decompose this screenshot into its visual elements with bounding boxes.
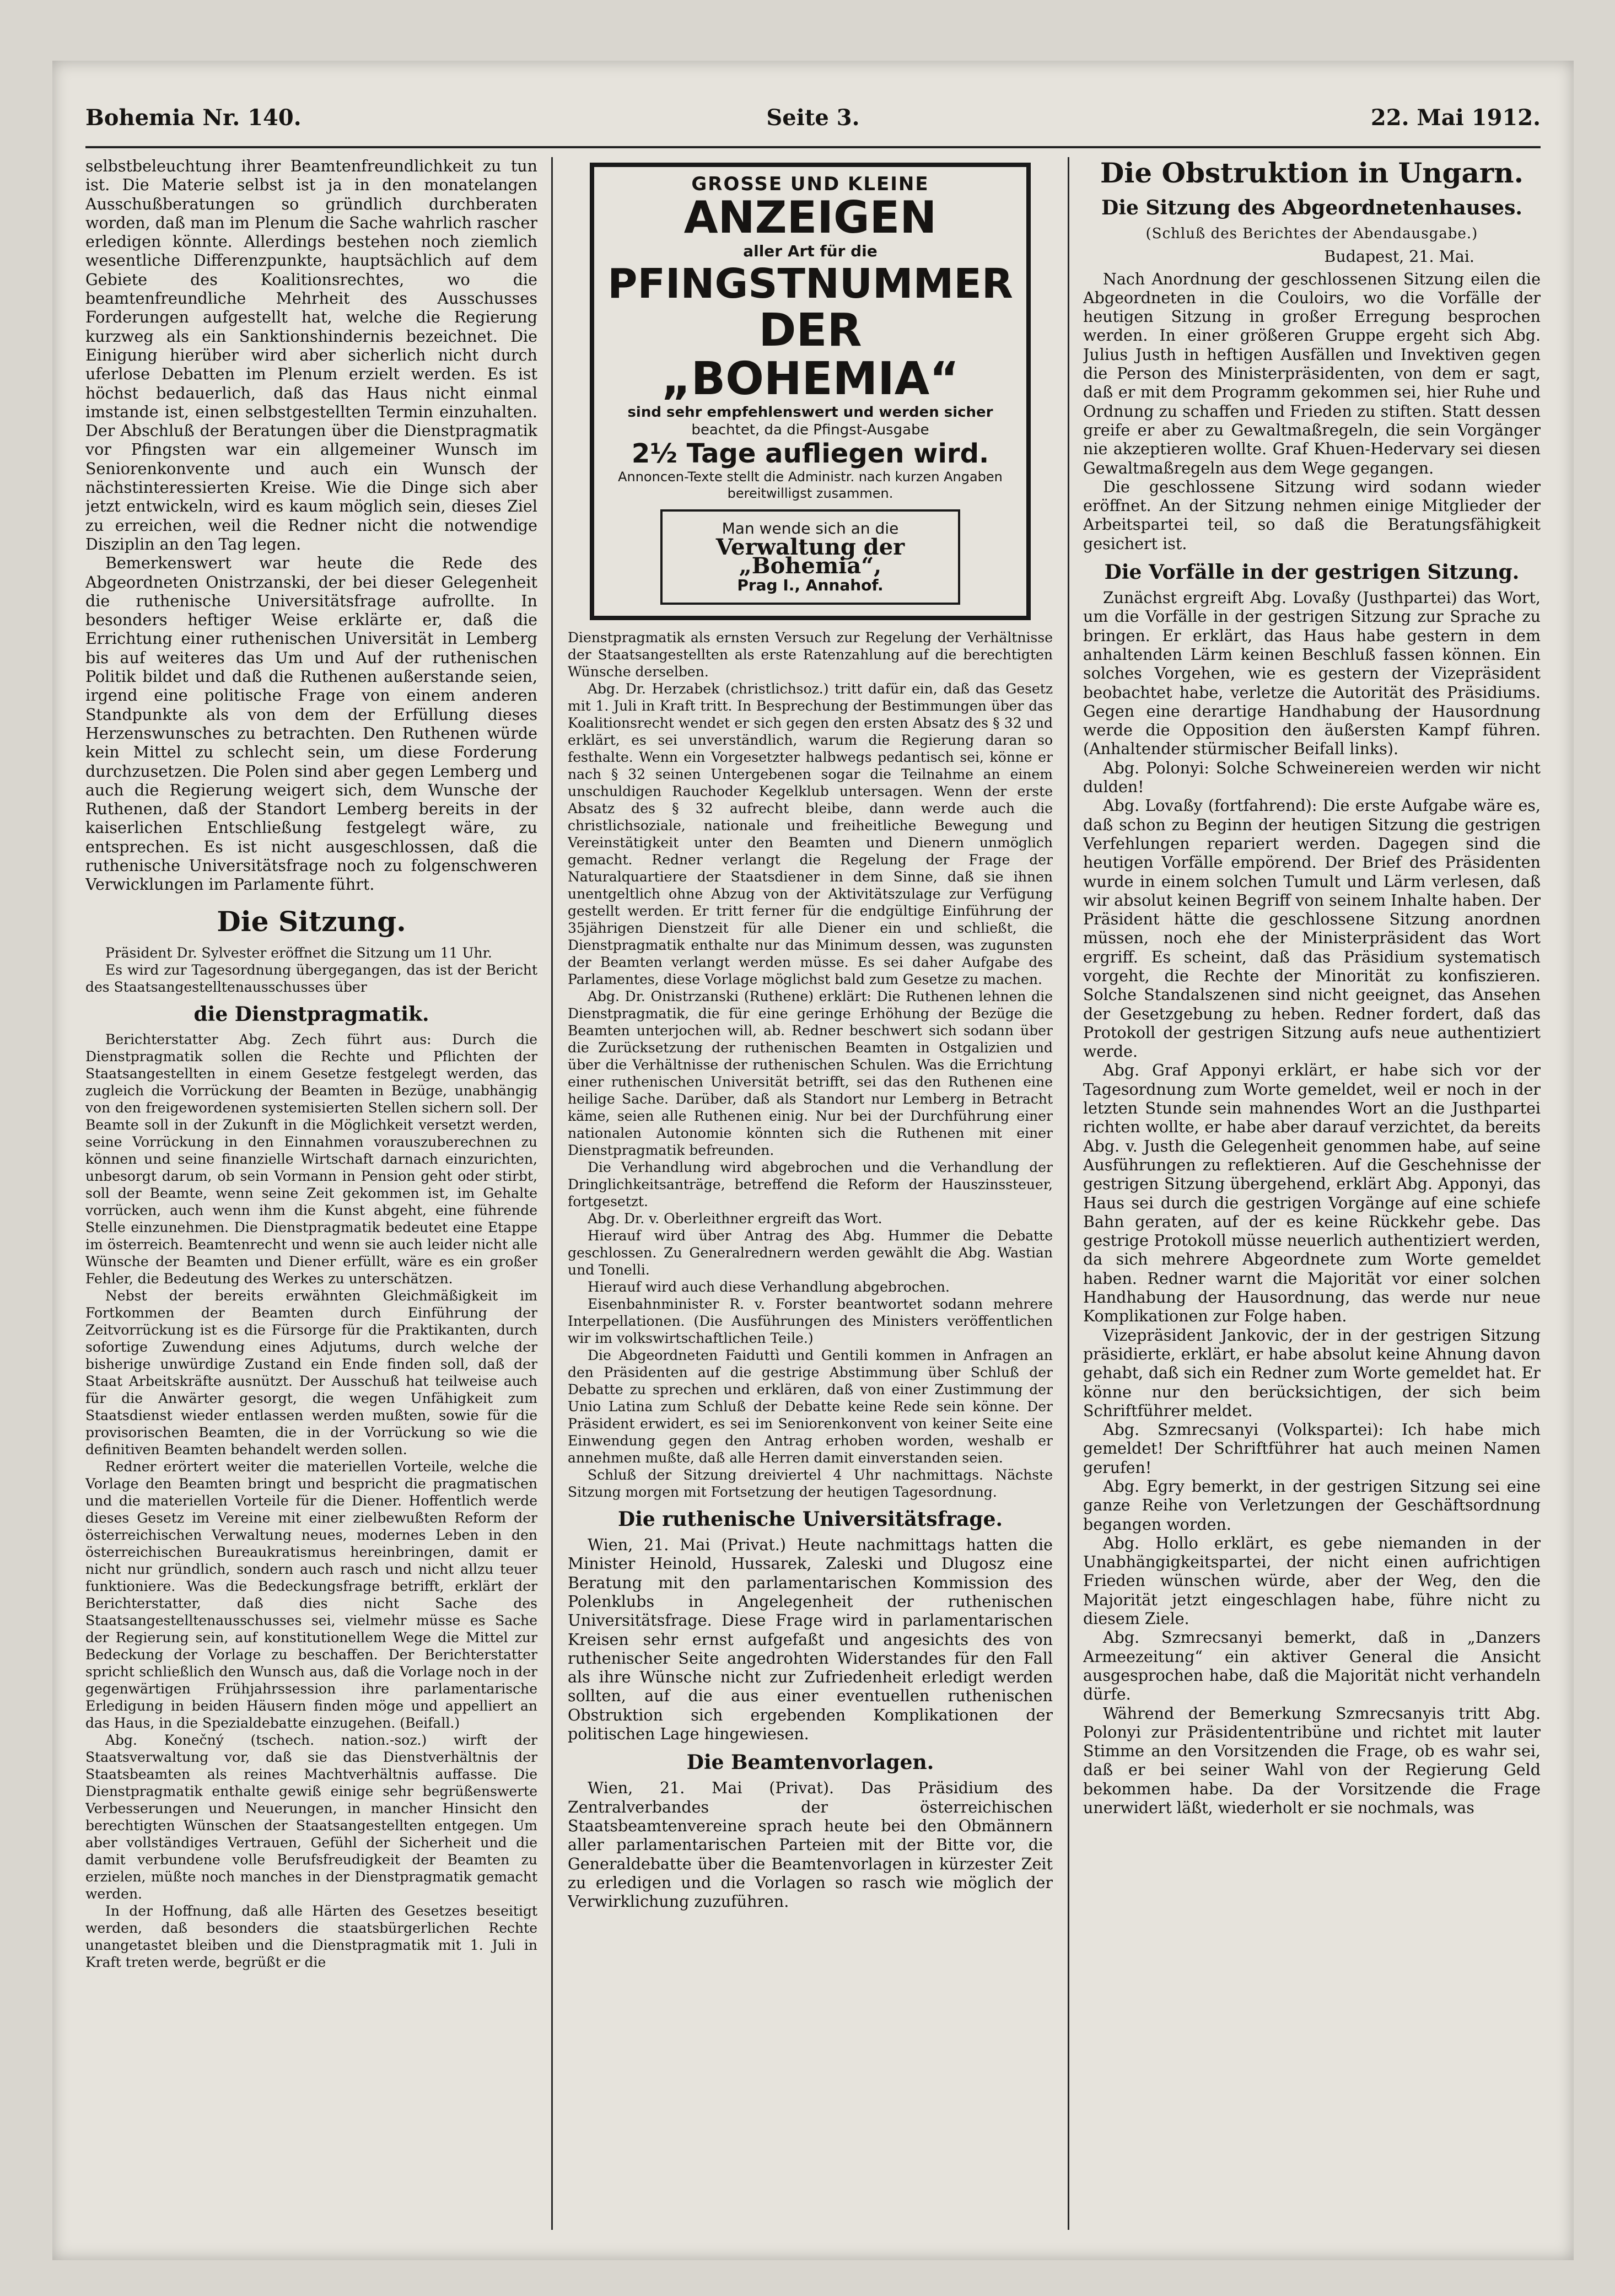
paragraph: Abg. Dr. Herzabek (christlichsoz.) tritt dafür ein, daß das Gesetz mit 1. Juli in Kraft tritt. In Besprechung der Bestimmungen über das Koalitionsrecht wendet er sich gegen den ersten Absatz des § 32 und erklärt, es sei unverständlich, warum die Regierung daran so festhalte. Wenn ein Vorgesetzter halbwegs pedantisch sei, könne er nach § 32 seinen Untergebenen sogar die Teilnahme an einem unschuldigen Rauchoder Kegelklub untersagen. Wenn der erste Absatz des § 32 aufrecht bleibe, dann werde auch die christlichsoziale, nationale und freiheitliche Bewegung und Vereinstätigkeit unter den Beamten und Dienern unmöglich gemacht. Redner verlangt die Regelung der Frage der Naturalquartiere der Staatsdiener in dem Sinne, daß sie ihnen unentgeltlich ohne Abzug von der Aktivitätszulage zur Verfügung gestellt werden. Er tritt ferner für die endgültige Einführung der 35jährigen Dienstzeit für alle Diener ein und schließt, die Dienstpragmatik enthalte nur das Minimum dessen, was zugunsten der Beamten verlangt werden müsse. Es sei daher Aufgabe des Parlamentes, diese Vorlage möglichst bald zum Gesetze zu machen. [568, 681, 1053, 988]
dateline: Budapest, 21. Mai. [1324, 248, 1474, 266]
paragraph: Abg. Lovaßy (fortfahrend): Die erste Aufgabe wäre es, daß schon zu Beginn der heutigen Sitzung die gestrigen Verfehlungen repariert werden. Dagegen sind die heutigen Vorfälle empörend. Der Brief des Präsidenten wurde in einem solchen Tumult und Lärm verlesen, daß wir absolut keinen Begriff von seinem Inhalte haben. Der Präsident hätte die geschlossene Sitzung anordnen müssen, noch ehe der Ministerpräsident das Wort ergriff. Es scheint, daß das Präsidium systematisch vorgeht, die Rechte der Minorität zu konfiszieren. Solche Standalszenen sind nicht geeignet, das Ansehen der Gesetzgebung zu heben. Redner fordert, daß das Protokoll der gestrigen Sitzung aufs neue authentiziert werde. [1083, 797, 1541, 1061]
ad-line: aller Art für die [743, 242, 878, 261]
ad-line: ANZEIGEN [683, 192, 937, 244]
paragraph: Präsident Dr. Sylvester eröffnet die Sitzung um 11 Uhr. [105, 944, 492, 961]
advertisement [590, 163, 1031, 620]
paragraph: Abg. Dr. Onistrzanski (Ruthene) erklärt: Die Ruthenen lehnen die Dienstpragmatik, die für eine geringe Erhöhung der Bezüge die Beamten unterjochen will, ab. Redner beschwert sich sodann über die Zurücksetzung der ruthenischen Beamten in Ostgalizien und über die Verhältnisse der ruthenischen Schulen. Was die Errichtung einer ruthenischen Universität betrifft, sei das den Ruthenen eine heilige Sache. Darüber, daß als Standort nur Lemberg in Betracht käme, seien alle Ruthenen einig. Nur bei der Durchführung einer nationalen Autonomie könnten sich die Ruthenen mit einer Dienstpragmatik befreunden. [568, 988, 1053, 1159]
ad-line: GROSSE UND KLEINE [691, 173, 929, 195]
paragraph: Die Abgeordneten Faiduttì und Gentili kommen in Anfragen an den Präsidenten auf die gestrige Abstimmung über Schluß der Debatte zu sprechen und erklären, daß von einer Zustimmung der Unio Latina zum Schluß der Debatte keine Rede sein könne. Der Präsident erwidert, es sei im Seniorenkonvent von keiner Seite eine Einwendung gegen den Antrag erhoben worden, weshalb er annehmen mußte, daß alle Herren damit einverstanden seien. [568, 1347, 1053, 1466]
ad-line: PFINGSTNUMMER [607, 260, 1013, 308]
newspaper-page [52, 61, 1574, 2260]
ad-line: Annoncen-Texte stellt die Administr. nach kurzen Angaben bereitwilligst zusammen. [618, 469, 1003, 501]
paragraph: Schluß der Sitzung dreiviertel 4 Uhr nachmittags. Nächste Sitzung morgen mit Fortsetzung der heutigen Tagesordnung. [568, 1467, 1053, 1501]
column-2 [568, 157, 1053, 2230]
heading-dienstpragmatik: die Dienstpragmatik. [193, 1002, 429, 1026]
ad-line: DER „BOHEMIA“ [661, 304, 960, 405]
paragraph: Nach Anordnung der geschlossenen Sitzung eilen die Abgeordneten in die Couloirs, wo die Vorfälle der heutigen Sitzung in großer Erregung besprochen werden. In einer größeren Gruppe ergeht sich Abg. Julius Justh in heftigen Ausfällen und Invektiven gegen die Person des Ministerpräsidenten, von dem er sagt, daß er mit dem Programm gekommen sei, hier Ruhe und Ordnung zu schaffen und Frieden zu stiften. Statt dessen greife er aber zu Gewaltmaßregeln, die sein Vorgänger nie akzeptieren wollte. Graf Khuen-Hedervary sei diesen Gewaltmaßregeln aus dem Wege gegangen. [1083, 270, 1541, 477]
header-rule [85, 146, 1541, 148]
heading-sitzung-abgeordnetenhaus: Die Sitzung des Abgeordnetenhauses. [1101, 196, 1522, 219]
paragraph: Abg. Polonyi: Solche Schweinereien werden wir nicht dulden! [1083, 759, 1541, 797]
ad-contact-box [660, 509, 960, 605]
ad-line: sind sehr empfehlenswert und werden sicher [627, 404, 993, 421]
paragraph: Dienstpragmatik als ernsten Versuch zur Regelung der Verhältnisse der Staatsangestellten als erste Ratenzahlung auf die berechtigten Wünsche derselben. [568, 630, 1053, 680]
paragraph: Abg. Egry bemerkt, in der gestrigen Sitzung sei eine ganze Reihe von Verletzungen der Geschäftsordnung begangen worden. [1083, 1477, 1541, 1534]
column-1 [85, 157, 537, 2230]
paragraph: Bemerkenswert war heute die Rede des Abgeordneten Onistrzanski, der bei dieser Gelegenheit die ruthenische Universitätsfrage aufrollte. In besonders heftiger Weise erklärte er, daß die Errichtung einer ruthenischen Universität in Lemberg bis auf weiteres das Um und Auf der ruthenischen Politik bildet und daß die Ruthenen außerstande seien, irgend eine politische Frage von einem anderen Standpunkte als von dem der Erfüllung dieses Herzenswunsches zu betrachten. Den Ruthenen würde kein Mittel zu schlecht sein, um diese Forderung durchzusetzen. Die Polen sind aber gegen Lemberg und auch die Regierung weigert sich, dem Wunsche der Ruthenen, daß der Standort Lemberg bereits in der kaiserlichen Entschließung festgelegt wäre, zu entsprechen. Es ist nicht ausgeschlossen, daß die ruthenische Universitätsfrage noch zu folgenschweren Verwicklungen im Parlamente führt. [85, 554, 537, 894]
column-rule-1 [551, 157, 553, 2230]
paragraph: Nebst der bereits erwähnten Gleichmäßigkeit im Fortkommen der Beamten durch Einführung der Zeitvorrückung ist es die Fürsorge für die Praktikanten, durch sofortige Zuwendung eines Adjutums, durch welche der bisherige unwürdige Zustand ein Ende finden soll, daß der Staat Arbeitskräfte ausnützt. Der Ausschuß hat teilweise auch für die Anwärter gesorgt, die wegen Unfähigkeit zum Staatsdienst wieder entlassen werden mußten, sowie für die provisorischen Beamten, die in der Vorrückung so wie die definitiven Beamten behandelt werden sollen. [85, 1287, 537, 1458]
paragraph: Abg. Hollo erklärt, es gebe niemanden in der Unabhängigkeitspartei, der nicht einen aufrichtigen Frieden wünschen würde, aber der Weg, den die Majorität jetzt eingeschlagen habe, führe nicht zu diesem Ziele. [1083, 1534, 1541, 1628]
heading-beamtenvorlagen: Die Beamtenvorlagen. [686, 1751, 934, 1775]
column-rule-2 [1068, 157, 1069, 2230]
paragraph: Redner erörtert weiter die materiellen Vorteile, welche die Vorlage den Beamten bringt und bespricht die pragmatischen und die materiellen Vorteile für die Diener. Hoffentlich werde dieses Gesetz im Vereine mit einer zielbewußten Reform der österreichischen Verwaltung neues, modernes Leben in den österreichischen Bureaukratismus hereinbringen, damit er nicht nur gründlich, sondern auch rasch und nicht allzu teuer funktioniere. Was die Bedeckungsfrage betrifft, erklärt der Berichterstatter, daß dies nicht Sache des Staatsangestelltenausschusses sei, vielmehr müsse es Sache der Regierung sein, auf konstitutionellem Wege die Mittel zur Bedeckung der Vorlage zu beschaffen. Der Berichterstatter spricht schließlich den Wunsch aus, daß die Vorlage noch in der gegenwärtigen Frühjahrssession ihre parlamentarische Erledigung in beiden Häusern finden möge und appelliert an das Haus, in die Spezialdebatte einzugehen. (Beifall.) [85, 1458, 537, 1731]
header-date: 22. Mai 1912. [1370, 105, 1541, 131]
ad-line: Prag I., Annahof. [737, 576, 884, 594]
paragraph: Abg. Szmrecsanyi (Volkspartei): Ich habe mich gemeldet! Der Schriftführer hat auch meinen Namen gerufen! [1083, 1421, 1541, 1477]
paragraph: selbstbeleuchtung ihrer Beamtenfreundlichkeit zu tun ist. Die Materie selbst ist ja in den monatelangen Ausschußberatungen so gründlich durchberaten worden, daß man im Plenum die Sache wahrlich rascher erledigen könnte. Allerdings bestehen noch ziemlich wesentliche Differenzpunkte, hauptsächlich auf dem Gebiete des Koalitionsrechtes, wo die beamtenfreundliche Mehrheit des Ausschusses Forderungen aufgestellt hat, welche die Regierung kurzweg als ein Sanktionshindernis bezeichnet. Die Einigung hierüber wird aber sicherlich nicht durch uferlose Debatten im Plenum erzielt werden. Es ist höchst bedauerlich, daß das Haus nicht einmal imstande ist, einen selbstgestellten Termin einzuhalten. Der Abschluß der Beratungen über die Dienstpragmatik vor Pfingsten war ein allgemeiner Wunsch im Seniorenkonvente und auch ein Wunsch der nächstinteressierten Kreise. Wie die Dinge sich aber jetzt entwickeln, wird es kaum möglich sein, dieses Ziel zu erreichen, weil die Redner nicht die notwendige Disziplin an den Tag legen. [85, 157, 537, 553]
paragraph: Während der Bemerkung Szmrecsanyis tritt Abg. Polonyi zur Präsidententribüne und richtet mit lauter Stimme an den Vorsitzenden die Frage, ob es wahr sei, daß er bei seiner Wahl von der Regierung Geld bekommen habe. Da der Vorsitzende die Frage unerwidert läßt, wiederholt er sie nochmals, was [1083, 1704, 1541, 1818]
paragraph: Es wird zur Tagesordnung übergegangen, das ist der Bericht des Staatsangestelltenausschusses über [85, 961, 537, 995]
paragraph: Vizepräsident Jankovic, der in der gestrigen Sitzung präsidierte, erklärt, er habe absolut keine Ahnung davon gehabt, daß sich ein Redner zum Worte gemeldet hat. Er könne nur den berücksichtigen, der sich beim Schriftführer meldet. [1083, 1326, 1541, 1420]
ad-line: 2½ Tage aufliegen wird. [631, 438, 989, 469]
ad-line: beachtet, da die Pfingst-Ausgabe [691, 421, 929, 438]
paragraph: Abg. Dr. v. Oberleithner ergreift das Wort. [588, 1211, 882, 1227]
heading-obstruktion: Die Obstruktion in Ungarn. [1100, 157, 1524, 189]
paragraph: Die Verhandlung wird abgebrochen und die Verhandlung der Dringlichkeitsanträge, betreffend die Reform der Hauszinssteuer, fortgesetzt. [568, 1159, 1053, 1210]
paragraph: Zunächst ergreift Abg. Lovaßy (Justhpartei) das Wort, um die Vorfälle in der gestrigen Sitzung zur Sprache zu bringen. Er erklärt, das Haus habe gestern in dem anhaltenden Lärm keinen Beschluß fassen können. Ein solches Vorgehen, wie es gestern der Vizepräsident beobachtet habe, verletze die Autorität des Präsidiums. Gegen eine derartige Handhabung der Hausordnung werde die Opposition den äußersten Kampf führen. (Anhaltender stürmischer Beifall links). [1083, 589, 1541, 759]
ad-line: Man wende sich an die [722, 519, 899, 537]
paragraph: Wien, 21. Mai (Privat.) Heute nachmittags hatten die Minister Heinold, Hussarek, Zaleski und Dlugosz eine Beratung mit den parlamentarischen Kommission des Polenklubs in Angelegenheit der ruthenischen Universitätsfrage. Diese Frage wird in parlamentarischen Kreisen sehr ernst aufgefaßt und angesichts des von ruthenischer Seite angedrohten Widerstandes für den Fall als ihre Wünsche nicht zur Zufriedenheit erledigt werden sollten, auf die aus einer eventuellen ruthenischen Obstruktion sich ergebenden Komplikationen der politischen Lage hingewiesen. [568, 1536, 1053, 1744]
paragraph: In der Hoffnung, daß alle Härten des Gesetzes beseitigt werden, daß besonders die staatsbürgerlichen Rechte unangetastet bleiben und die Dienstpragmatik mit 1. Juli in Kraft treten werde, begrüßt er die [85, 1902, 537, 1970]
paragraph: Abg. Szmrecsanyi bemerkt, daß in „Danzers Armeezeitung“ ein aktiver General die Ansicht ausgesprochen habe, daß die Majorität nicht verhandeln dürfe. [1083, 1628, 1541, 1704]
paragraph: Abg. Graf Apponyi erklärt, er habe sich vor der Tagesordnung zum Worte gemeldet, weil er noch in der letzten Stunde sein mahnendes Wort an die Justhpartei richten wollte, er habe aber darauf verzichtet, da bereits Abg. v. Justh die Gelegenheit genommen habe, auf seine Ausführungen zu reflektieren. Auf die Geschehnisse der gestrigen Sitzung übergehend, erklärt Abg. Apponyi, das Haus sei durch die gestrigen Vorgänge auf eine schiefe Bahn geraten, auf der es keine Rückkehr gebe. Das gestrige Protokoll müsse neuerlich authentiziert werden, da sich mehrere Abgeordnete zum Worte gemeldet haben. Redner warnt die Majorität vor einer solchen Handhabung der Hausordnung, das werde nur neue Komplikationen zur Folge haben. [1083, 1061, 1541, 1326]
paragraph: Abg. Konečný (tschech. nation.-soz.) wirft der Staatsverwaltung vor, daß sie das Dienstverhältnis der Staatsbeamten als reines Machtverhältnis auffasse. Die Dienstpragmatik enthalte gewiß einige sehr begrüßenswerte Verbesserungen und Neuerungen, in mancher Hinsicht den berechtigten Wünschen der Staatsangestellten entgegen. Um aber vollständiges Vertrauen, Gefühl der Sicherheit und die damit verbundene volle Berufsfreudigkeit der Beamten zu erzielen, müßte noch manches in der Dienstpragmatik gemacht werden. [85, 1732, 537, 1902]
header-issue: Bohemia Nr. 140. [85, 105, 302, 131]
header-page-number: Seite 3. [766, 105, 860, 131]
paragraph: Hierauf wird auch diese Verhandlung abgebrochen. [588, 1279, 950, 1295]
page-header [85, 105, 1541, 143]
heading-universitaetsfrage: Die ruthenische Universitätsfrage. [617, 1508, 1003, 1531]
ad-line: Verwaltung der „Bohemia“, [715, 534, 905, 579]
heading-sitzung: Die Sitzung. [217, 905, 406, 938]
paragraph: Eisenbahnminister R. v. Forster beantwortet sodann mehrere Interpellationen. (Die Ausführungen des Ministers veröffentlichen wir im volkswirtschaftlichen Teile.) [568, 1296, 1053, 1347]
column-3 [1083, 157, 1541, 2230]
paragraph: Wien, 21. Mai (Privat). Das Präsidium des Zentralverbandes der österreichischen Staatsbeamtenvereine sprach heute bei den Obmännern aller parlamentarischen Parteien mit der Bitte vor, die Generaldebatte über die Beamtenvorlagen in kürzester Zeit zu erledigen und die Vorlagen so rasch wie möglich der Verwirklichung zuzuführen. [568, 1779, 1053, 1911]
subheading: (Schluß des Berichtes der Abendausgabe.) [1145, 225, 1478, 242]
paragraph: Berichterstatter Abg. Zech führt aus: Durch die Dienstpragmatik sollen die Rechte und Pflichten der Staatsangestellten in einem Gesetze festgelegt werden, das zugleich die Vorrückung der Beamten in Bezüge, unabhängig von den freigewordenen systemisierten Stellen sichern soll. Der Beamte soll in der Zukunft in die Möglichkeit versetzt werden, seine Vorrückung in den Einnahmen vorauszuberechnen zu können und seine finanzielle Wirtschaft darnach einzurichten, unbesorgt darum, ob sein Vormann in Pension geht oder stirbt, soll der Beamte, wenn seine Zeit gekommen ist, im Gehalte vorrücken, auch wenn ihm die Kunst abgeht, eine führende Stelle einzunehmen. Die Dienstpragmatik bedeutet eine Etappe im österreich. Beamtenrecht und wenn sie auch leider nicht alle Wünsche der Beamten und Diener erfüllt, wäre es ein großer Fehler, die Bedeutung des Werkes zu unterschätzen. [85, 1031, 537, 1287]
heading-vorfaelle: Die Vorfälle in der gestrigen Sitzung. [1104, 561, 1520, 584]
paragraph: Die geschlossene Sitzung wird sodann wieder eröffnet. An der Sitzung nehmen einige Mitglieder der Arbeitspartei teil, so daß die Beratungsfähigkeit gesichert ist. [1083, 477, 1541, 553]
paragraph: Hierauf wird über Antrag des Abg. Hummer die Debatte geschlossen. Zu Generalrednern werden gewählt die Abg. Wastian und Tonelli. [568, 1228, 1053, 1278]
